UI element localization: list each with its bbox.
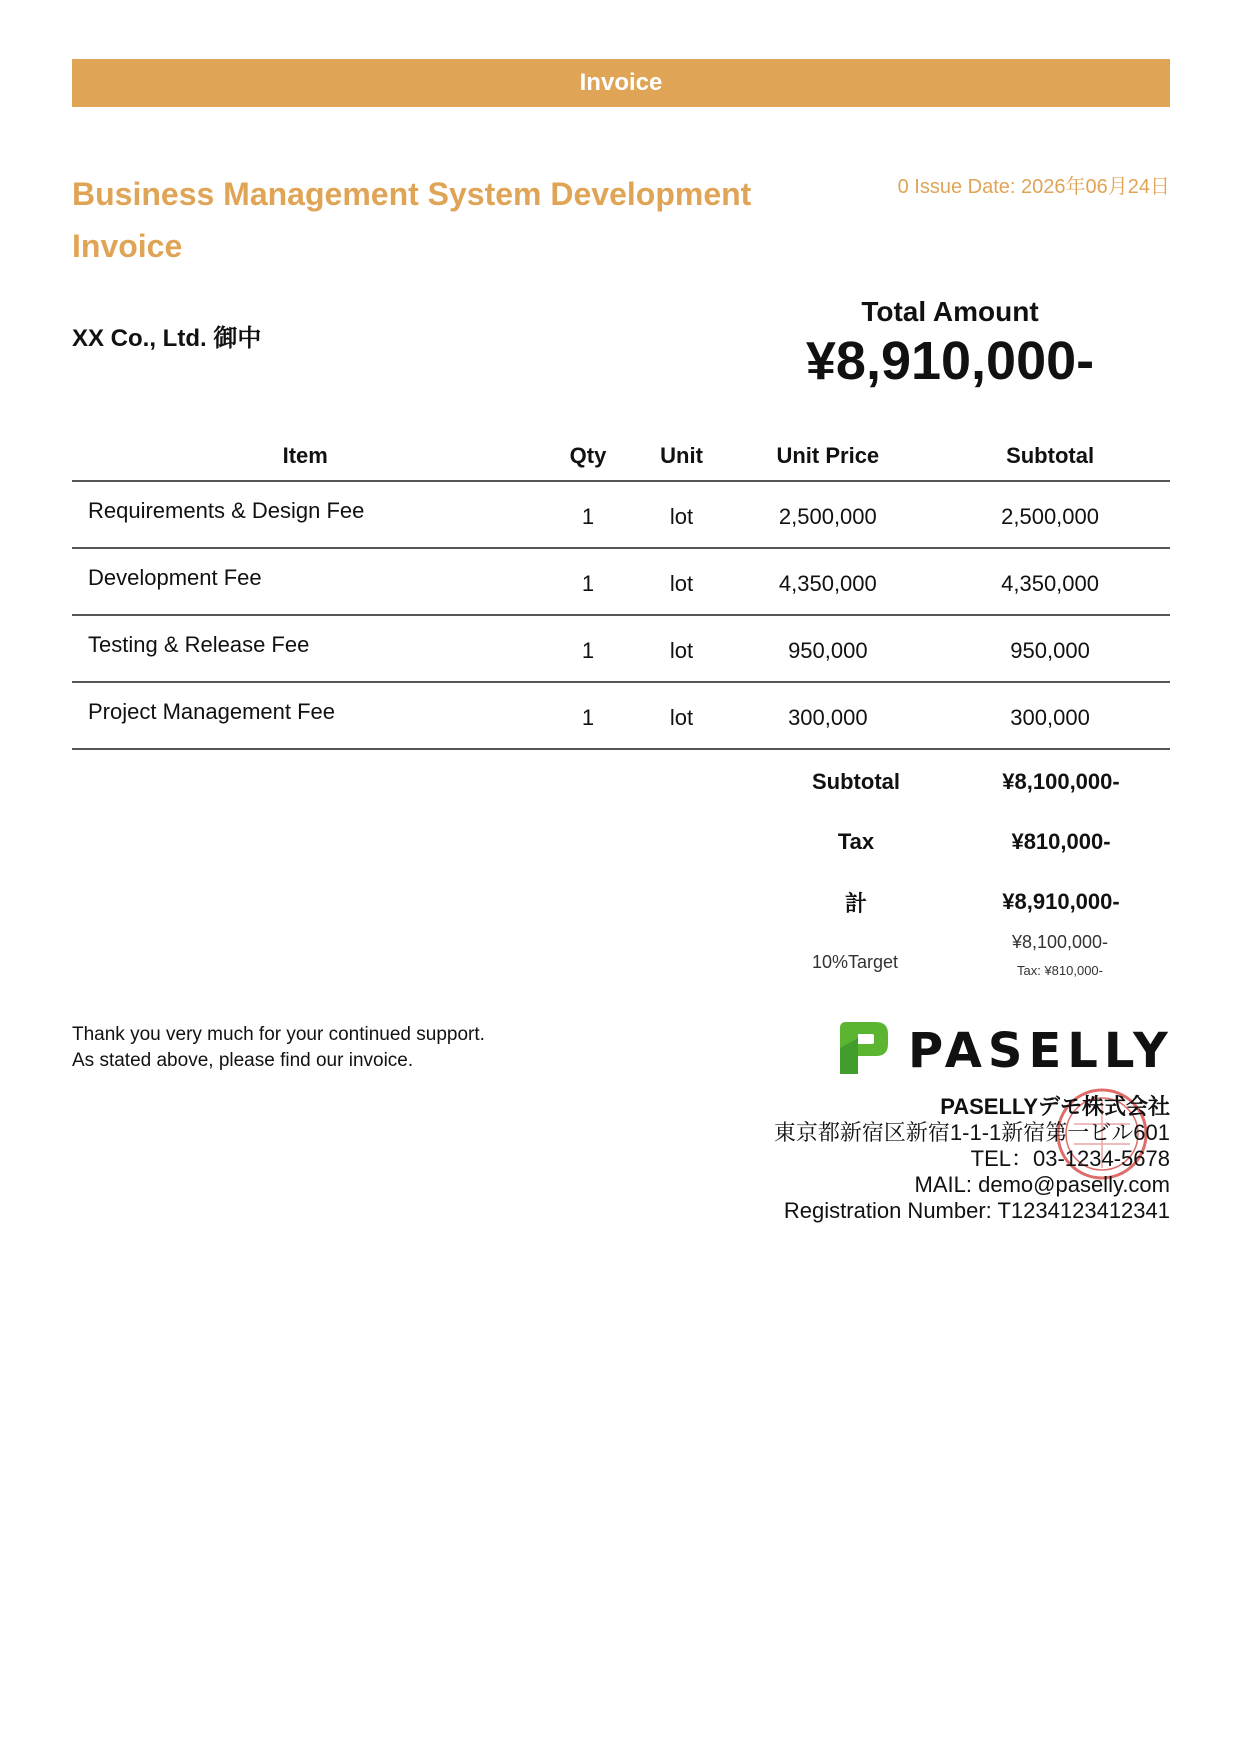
grand-total-label: 計 xyxy=(844,890,867,916)
tax-value: ¥810,000- xyxy=(1011,829,1111,854)
cell-unit-price: 4,350,000 xyxy=(778,571,877,596)
cell-qty: 1 xyxy=(581,638,595,663)
client-name: XX Co., Ltd. 御中 xyxy=(72,325,262,352)
tax-base-amount: ¥8,100,000- xyxy=(1011,932,1109,952)
subtotal-row xyxy=(760,752,1170,812)
cell-subtotal: 300,000 xyxy=(1010,705,1090,730)
cell-qty: 1 xyxy=(581,504,595,529)
document-title-line1: Business Management System Development xyxy=(72,176,752,212)
company-tel: TEL：03-1234-5678 xyxy=(970,1146,1170,1171)
grand-total-value: ¥8,910,000- xyxy=(1002,889,1120,914)
total-amount-label: Total Amount xyxy=(861,296,1039,327)
tax-breakdown-amounts xyxy=(950,932,1170,978)
cell-unit-price: 300,000 xyxy=(788,705,868,730)
cell-unit: lot xyxy=(669,504,694,529)
table-header-row xyxy=(72,432,1170,481)
totals-table xyxy=(760,752,1170,932)
cell-qty: 1 xyxy=(581,705,595,730)
tax-rate-label: 10%Target xyxy=(811,952,899,972)
tax-label: Tax xyxy=(837,829,875,854)
cell-unit: lot xyxy=(669,638,694,663)
company-mail: MAIL: demo@paselly.com xyxy=(914,1172,1170,1197)
col-header-subtotal: Subtotal xyxy=(1006,443,1095,468)
cell-unit: lot xyxy=(669,705,694,730)
tax-breakdown xyxy=(760,932,1170,978)
subtotal-label: Subtotal xyxy=(812,769,900,794)
cell-item: Project Management Fee xyxy=(88,699,336,724)
header-banner: Invoice xyxy=(72,59,1170,107)
thank-you-line2: As stated above, please find our invoice. xyxy=(72,1050,414,1071)
cell-unit-price: 2,500,000 xyxy=(778,504,877,529)
cell-unit: lot xyxy=(669,571,694,596)
col-header-item: Item xyxy=(282,443,328,468)
issue-date: 0 Issue Date: 2026年06月24日 xyxy=(897,176,1170,198)
table-row xyxy=(72,548,1170,615)
company-address: 東京都新宿区新宿1-1-1新宿第一ビル601 xyxy=(773,1120,1170,1145)
paselly-logo-icon xyxy=(836,1018,892,1083)
thank-you-message xyxy=(72,1022,485,1074)
cell-subtotal: 2,500,000 xyxy=(1001,504,1099,529)
cell-item: Requirements & Design Fee xyxy=(88,498,365,523)
col-header-unit-price: Unit Price xyxy=(776,443,880,468)
company-logo xyxy=(836,1018,1174,1083)
document-title-line2: Invoice xyxy=(72,228,183,264)
company-info xyxy=(774,1094,1170,1224)
cell-qty: 1 xyxy=(581,571,595,596)
thank-you-line1: Thank you very much for your continued support. xyxy=(72,1024,485,1045)
grand-total-row xyxy=(760,872,1170,932)
company-registration: Registration Number: T1234123412341 xyxy=(783,1198,1170,1223)
cell-subtotal: 950,000 xyxy=(1010,638,1090,663)
line-items-table xyxy=(72,432,1170,750)
cell-unit-price: 950,000 xyxy=(788,638,868,663)
cell-item: Testing & Release Fee xyxy=(88,632,310,657)
tax-row xyxy=(760,812,1170,872)
cell-item: Development Fee xyxy=(88,565,262,590)
tax-amount: Tax: ¥810,000- xyxy=(1016,963,1103,978)
document-title xyxy=(72,168,792,272)
total-amount-box xyxy=(760,296,1140,392)
table-row xyxy=(72,615,1170,682)
table-row xyxy=(72,682,1170,749)
subtotal-value: ¥8,100,000- xyxy=(1002,769,1120,794)
col-header-qty: Qty xyxy=(569,443,607,468)
col-header-unit: Unit xyxy=(660,443,703,468)
table-row xyxy=(72,481,1170,548)
logo-text: PASELLY xyxy=(908,1022,1174,1079)
total-amount-value: ¥8,910,000- xyxy=(805,331,1095,391)
company-name: PASELLYデモ株式会社 xyxy=(940,1094,1170,1119)
cell-subtotal: 4,350,000 xyxy=(1001,571,1099,596)
